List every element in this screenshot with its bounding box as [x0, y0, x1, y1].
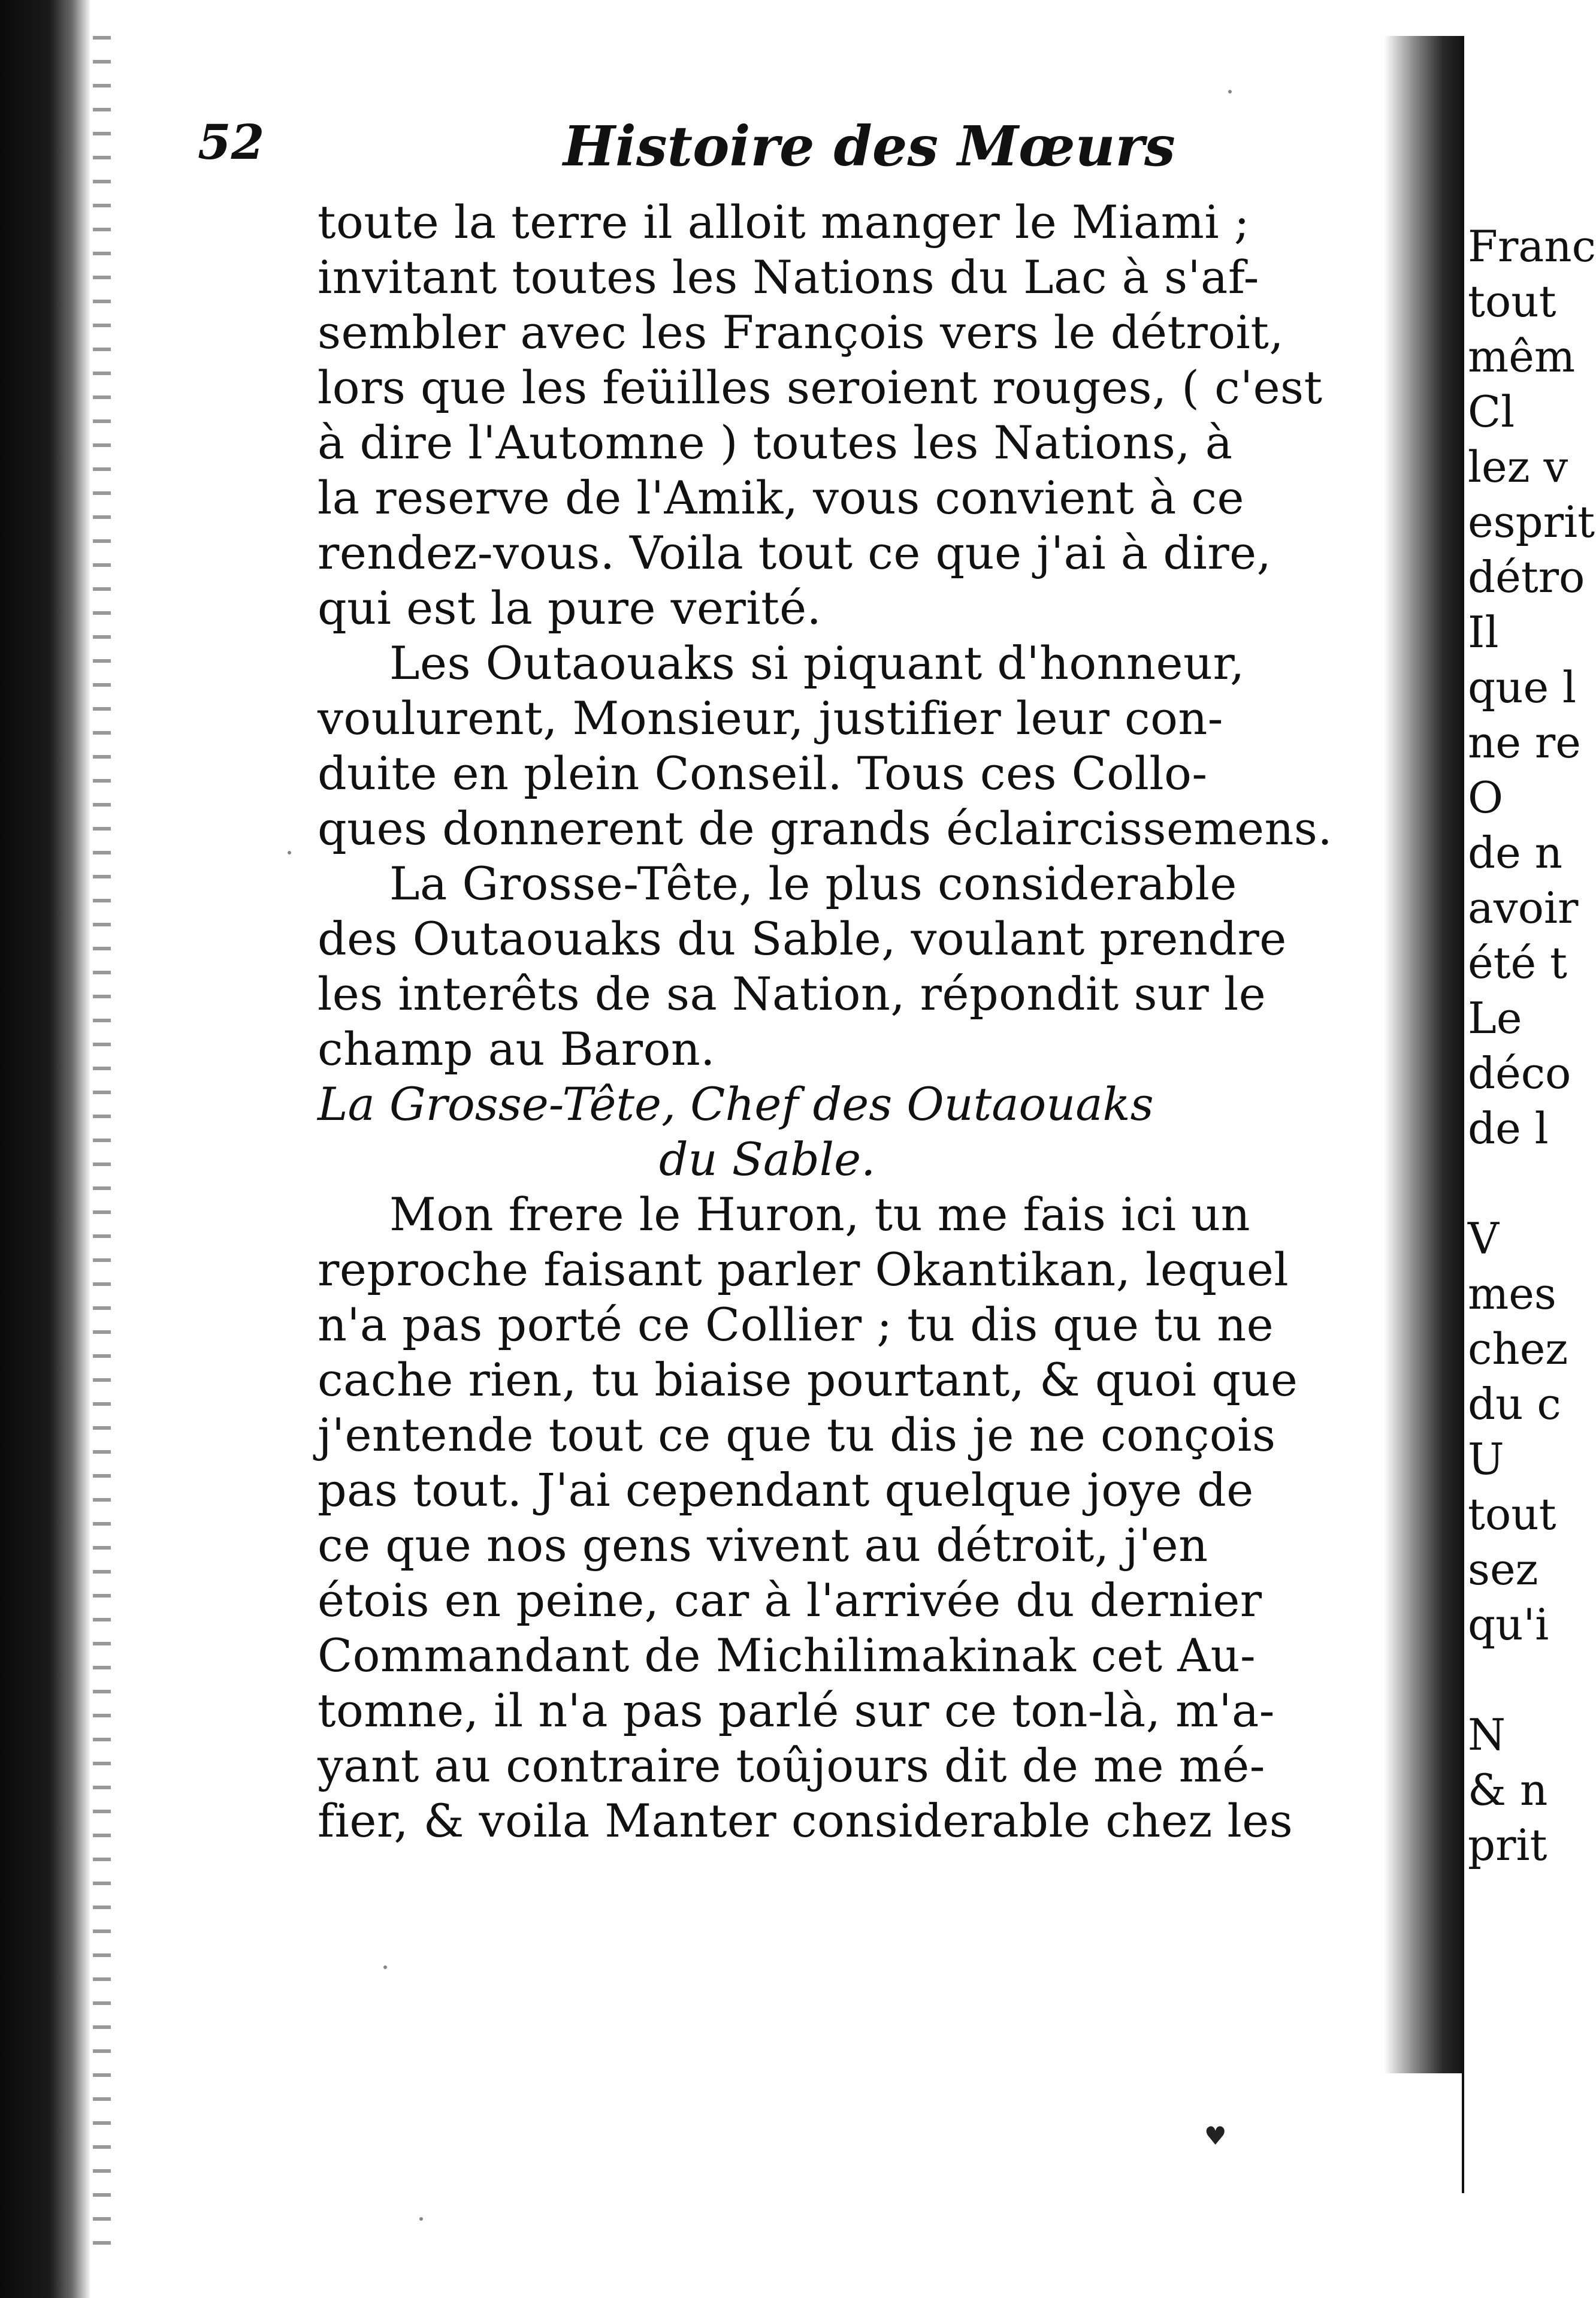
facing-text-fragment: O	[1468, 772, 1504, 823]
facing-text-fragment: prit	[1468, 1820, 1547, 1870]
text-line: Mon frere le Huron, tu me fais ici un	[389, 1188, 1251, 1241]
text-line: voulurent, Monsieur, justifier leur con-	[318, 691, 1223, 745]
speech-heading-continued: du Sable.	[659, 1133, 876, 1186]
facing-page-fragment	[1462, 36, 1596, 2193]
text-line: les interêts de sa Nation, répondit sur le	[318, 967, 1266, 1020]
facing-text-fragment	[1464, 1652, 1574, 1707]
facing-text-fragment: tout	[1468, 1489, 1556, 1539]
page-number: 52	[198, 114, 265, 170]
text-line: tomne, il n'a pas parlé sur ce ton-là, m'a-	[318, 1684, 1275, 1737]
text-line: j'entende tout ce que tu dis je ne conçois	[318, 1408, 1276, 1461]
facing-text-fragment: déco	[1468, 1048, 1571, 1098]
text-line: Les Outaouaks si piquant d'honneur,	[389, 636, 1245, 690]
facing-text-fragment: N	[1468, 1710, 1506, 1760]
facing-text-fragment: V	[1468, 1213, 1499, 1264]
facing-text-fragment: été t	[1468, 938, 1567, 988]
facing-text-fragment: U	[1468, 1434, 1504, 1484]
text-line: ce que nos gens vivent au détroit, j'en	[318, 1518, 1208, 1572]
facing-text-fragment: esprit	[1468, 497, 1595, 547]
text-line: toute la terre il alloit manger le Miami ;	[318, 195, 1250, 249]
ink-speckle	[288, 851, 291, 854]
facing-text-fragment: Le	[1468, 993, 1522, 1043]
text-line: La Grosse-Tête, le plus considerable	[389, 857, 1237, 910]
facing-text-fragment: mes	[1468, 1269, 1556, 1319]
facing-text-fragment: Cl	[1468, 386, 1515, 437]
facing-text-fragment: chez	[1468, 1324, 1568, 1374]
text-line: pas tout. J'ai cependant quelque joye de	[318, 1463, 1254, 1517]
text-line: la reserve de l'Amik, vous convient à ce	[318, 471, 1245, 524]
facing-text-fragment: que l	[1468, 662, 1576, 712]
facing-text-fragment: de l	[1468, 1103, 1549, 1153]
ink-speckle	[419, 2217, 423, 2221]
text-line: qui est la pure verité.	[318, 581, 822, 635]
text-line: duite en plein Conseil. Tous ces Collo-	[318, 747, 1208, 800]
text-line: yant au contraire toûjours dit de me mé-	[318, 1739, 1265, 1792]
speech-heading: La Grosse-Tête, Chef des Outaouaks	[318, 1077, 1154, 1131]
text-line: lors que les feüilles seroient rouges, ( c'est	[318, 361, 1323, 414]
text-line: rendez-vous. Voila tout ce que j'ai à dire,	[318, 526, 1272, 579]
ink-speckle	[1228, 90, 1232, 93]
text-line: à dire l'Automne ) toutes les Nations, à	[318, 416, 1233, 469]
page-header	[198, 114, 1282, 198]
text-line: des Outaouaks du Sable, voulant prendre	[318, 912, 1287, 965]
facing-text-fragment: lez v	[1468, 442, 1568, 492]
facing-text-fragment: mêm	[1468, 331, 1576, 382]
text-line: champ au Baron.	[318, 1022, 715, 1076]
facing-text-fragment: sez	[1468, 1544, 1538, 1595]
text-line: reproche faisant parler Okantikan, lequel	[318, 1243, 1289, 1296]
facing-text-fragment: du c	[1468, 1379, 1561, 1429]
printer-ornament-icon: ♥	[1204, 2121, 1227, 2151]
text-line: invitant toutes les Nations du Lac à s'af-	[318, 250, 1259, 304]
facing-text-fragment: Il	[1468, 607, 1499, 657]
text-line: n'a pas porté ce Collier ; tu dis que tu ne	[318, 1298, 1274, 1351]
text-line: ques donnerent de grands éclaircissemens.	[318, 802, 1333, 855]
page-fold-shadow	[1384, 36, 1468, 2073]
running-title: Histoire des Mœurs	[563, 114, 1175, 179]
binding-edge	[0, 0, 90, 2298]
facing-text-fragment: détro	[1468, 552, 1585, 602]
facing-text-fragment: qu'i	[1468, 1599, 1549, 1650]
facing-text-fragment: & n	[1468, 1765, 1548, 1815]
binding-stitching	[93, 36, 111, 2253]
text-line: Commandant de Michilimakinak cet Au-	[318, 1629, 1256, 1682]
facing-text-fragment	[1464, 1156, 1574, 1211]
text-line: cache rien, tu biaise pourtant, & quoi que	[318, 1353, 1298, 1406]
facing-text-fragment: tout	[1468, 276, 1556, 327]
facing-text-fragment: Franc	[1468, 221, 1596, 271]
ink-speckle	[383, 1965, 387, 1969]
facing-text-fragment: de n	[1468, 828, 1562, 878]
text-line: sembler avec les François vers le détroit,	[318, 306, 1284, 359]
facing-text-fragment: ne re	[1468, 717, 1581, 768]
main-text	[318, 195, 1378, 1849]
text-line: fier, & voila Manter considerable chez les	[318, 1794, 1293, 1847]
text-line: étois en peine, car à l'arrivée du dernier	[318, 1574, 1262, 1627]
facing-text-fragment: avoir	[1468, 883, 1579, 933]
